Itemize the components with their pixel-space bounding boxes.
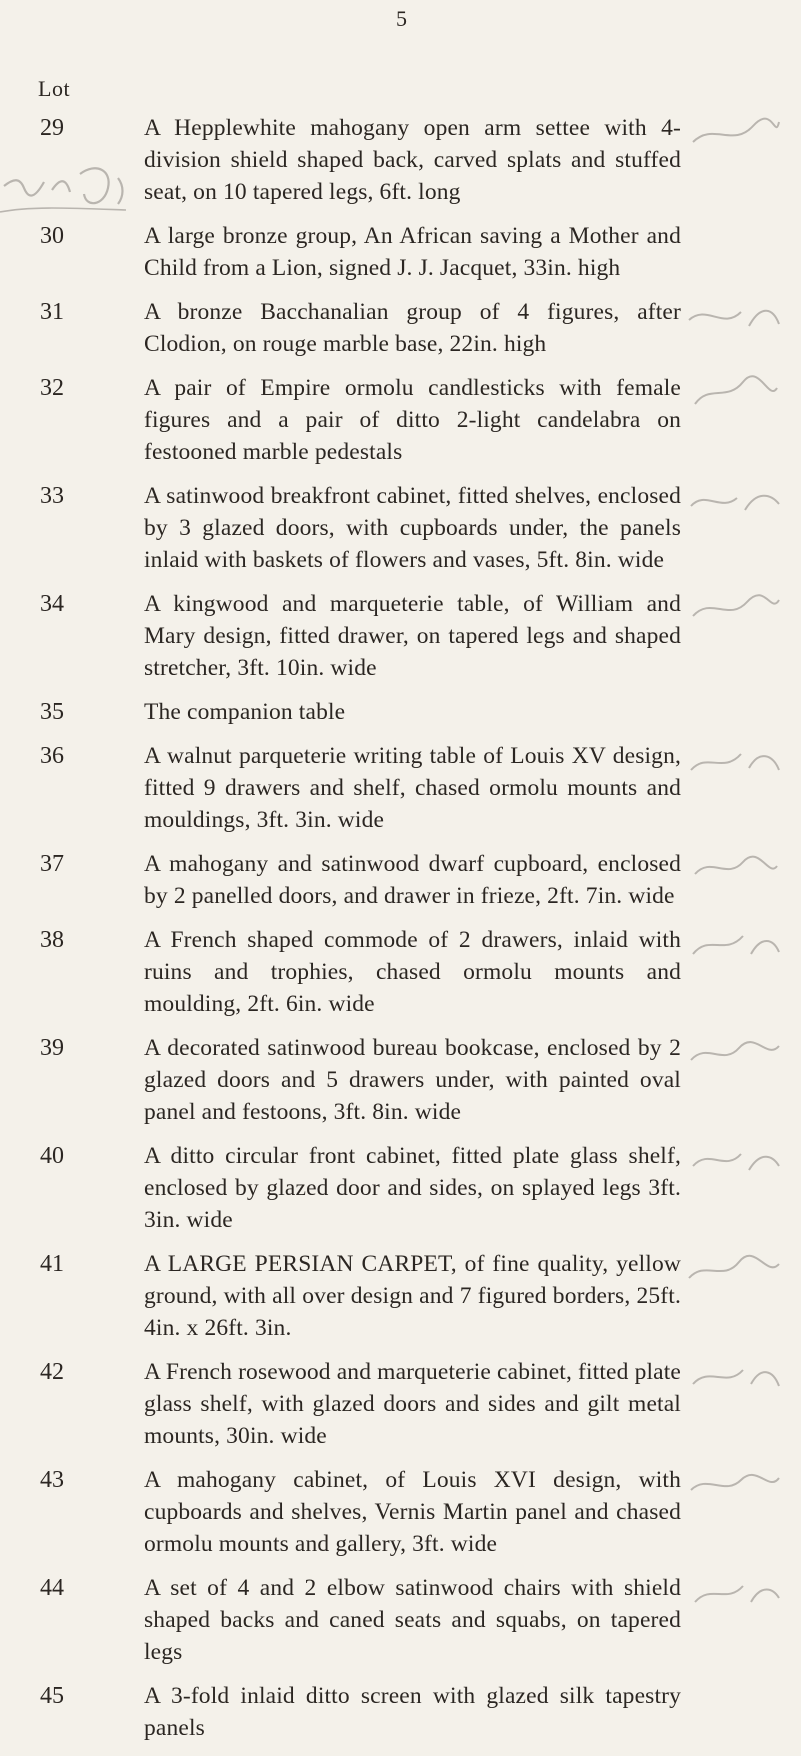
lot-description: A bronze Bacchanalian group of 4 figures, after Clodion, on rouge marble base, 22in. high: [144, 299, 681, 357]
lot-entry: [0, 1572, 801, 1668]
lot-entry: [0, 1464, 801, 1560]
lot-number: 41: [40, 1251, 64, 1277]
lot-list: [0, 112, 801, 1756]
lot-description: A French rosewood and marqueterie cabinet, fitted plate glass shelf, with glazed doors and sides and gilt metal mounts, 30in. wide: [144, 1359, 681, 1449]
pencil-price-annotation: [683, 1572, 783, 1612]
lot-description: A satinwood breakfront cabinet, fitted shelves, enclosed by 3 glazed doors, with cupboards under, the panels inlaid with baskets of flowers and vases, 5ft. 8in. wide: [144, 483, 681, 573]
pencil-price-annotation: [683, 588, 783, 628]
lot-description: A LARGE PERSIAN CARPET, of fine quality, yellow ground, with all over design and 7 figured borders, 25ft. 4in. x 26ft. 3in.: [144, 1251, 681, 1341]
lot-number: 29: [40, 115, 64, 141]
pencil-price-annotation: [683, 112, 783, 152]
lot-entry: [0, 1032, 801, 1128]
lot-entry: [0, 480, 801, 576]
lot-description: A kingwood and marqueterie table, of William and Mary design, fitted drawer, on tapered legs and shaped stretcher, 3ft. 10in. wide: [144, 591, 681, 681]
lot-description: A set of 4 and 2 elbow satinwood chairs with shield shaped backs and caned seats and squabs, on tapered legs: [144, 1575, 681, 1665]
lot-description: A Hepplewhite mahogany open arm settee with 4-division shield shaped back, carved splats and stuffed seat, on 10 tapered legs, 6ft. long: [144, 115, 681, 205]
lot-number: 44: [40, 1575, 64, 1601]
lot-number: 33: [40, 483, 64, 509]
lot-entry: [0, 372, 801, 468]
pencil-price-annotation: [683, 1248, 783, 1288]
lot-number: 36: [40, 743, 64, 769]
lot-description: A mahogany and satinwood dwarf cupboard, enclosed by 2 panelled doors, and drawer in frieze, 2ft. 7in. wide: [144, 851, 681, 909]
lot-description: A French shaped commode of 2 drawers, inlaid with ruins and trophies, chased ormolu mounts and moulding, 2ft. 6in. wide: [144, 927, 681, 1017]
lot-entry: [0, 112, 801, 208]
lot-number: 45: [40, 1683, 64, 1709]
pencil-price-annotation: [683, 848, 783, 888]
lot-entry: [0, 220, 801, 284]
lot-number: 32: [40, 375, 64, 401]
lot-number: 34: [40, 591, 64, 617]
lot-entry: [0, 1356, 801, 1452]
lot-entry: [0, 696, 801, 728]
lot-number: 35: [40, 699, 64, 725]
pencil-price-annotation: [683, 1464, 783, 1504]
lot-number: 38: [40, 927, 64, 953]
pencil-price-annotation: [683, 1140, 783, 1180]
lot-column-header: Lot: [38, 76, 71, 101]
pencil-price-annotation: [683, 1032, 783, 1072]
lot-description: A ditto circular front cabinet, fitted plate glass shelf, enclosed by glazed door and sides, on splayed legs 3ft. 3in. wide: [144, 1143, 681, 1233]
lot-entry: [0, 848, 801, 912]
lot-entry: [0, 1248, 801, 1344]
lot-number: 30: [40, 223, 64, 249]
lot-description: A large bronze group, An African saving a Mother and Child from a Lion, signed J. J. Jacquet, 33in. high: [144, 223, 681, 281]
lot-number: 37: [40, 851, 64, 877]
pencil-price-annotation: [683, 924, 783, 964]
pencil-price-annotation: [683, 1356, 783, 1396]
lot-entry: [0, 588, 801, 684]
lot-number: 31: [40, 299, 64, 325]
lot-entry: [0, 924, 801, 1020]
pencil-price-annotation: [683, 372, 783, 412]
lot-number: 40: [40, 1143, 64, 1169]
lot-number: 39: [40, 1035, 64, 1061]
lot-description: A walnut parqueterie writing table of Louis XV design, fitted 9 drawers and shelf, chased ormolu mounts and mouldings, 3ft. 3in. wide: [144, 743, 681, 833]
lot-description: A 3-fold inlaid ditto screen with glazed silk tapestry panels: [144, 1683, 681, 1741]
lot-number: 43: [40, 1467, 64, 1493]
lot-entry: [0, 1680, 801, 1744]
pencil-price-annotation: [683, 296, 783, 336]
lot-entry: [0, 1140, 801, 1236]
lot-description: A decorated satinwood bureau bookcase, enclosed by 2 glazed doors and 5 drawers under, with painted oval panel and festoons, 3ft. 8in. wide: [144, 1035, 681, 1125]
lot-entry: [0, 740, 801, 836]
pencil-price-annotation: [683, 740, 783, 780]
lot-description: A mahogany cabinet, of Louis XVI design, with cupboards and shelves, Vernis Martin panel and chased ormolu mounts and gallery, 3ft. wide: [144, 1467, 681, 1557]
lot-description: The companion table: [144, 699, 346, 725]
lot-number: 42: [40, 1359, 64, 1385]
page-number: 5: [396, 6, 407, 31]
lot-entry: [0, 296, 801, 360]
lot-description: A pair of Empire ormolu candlesticks with female figures and a pair of ditto 2-light candelabra on festooned marble pedestals: [144, 375, 681, 465]
pencil-price-annotation: [683, 480, 783, 520]
